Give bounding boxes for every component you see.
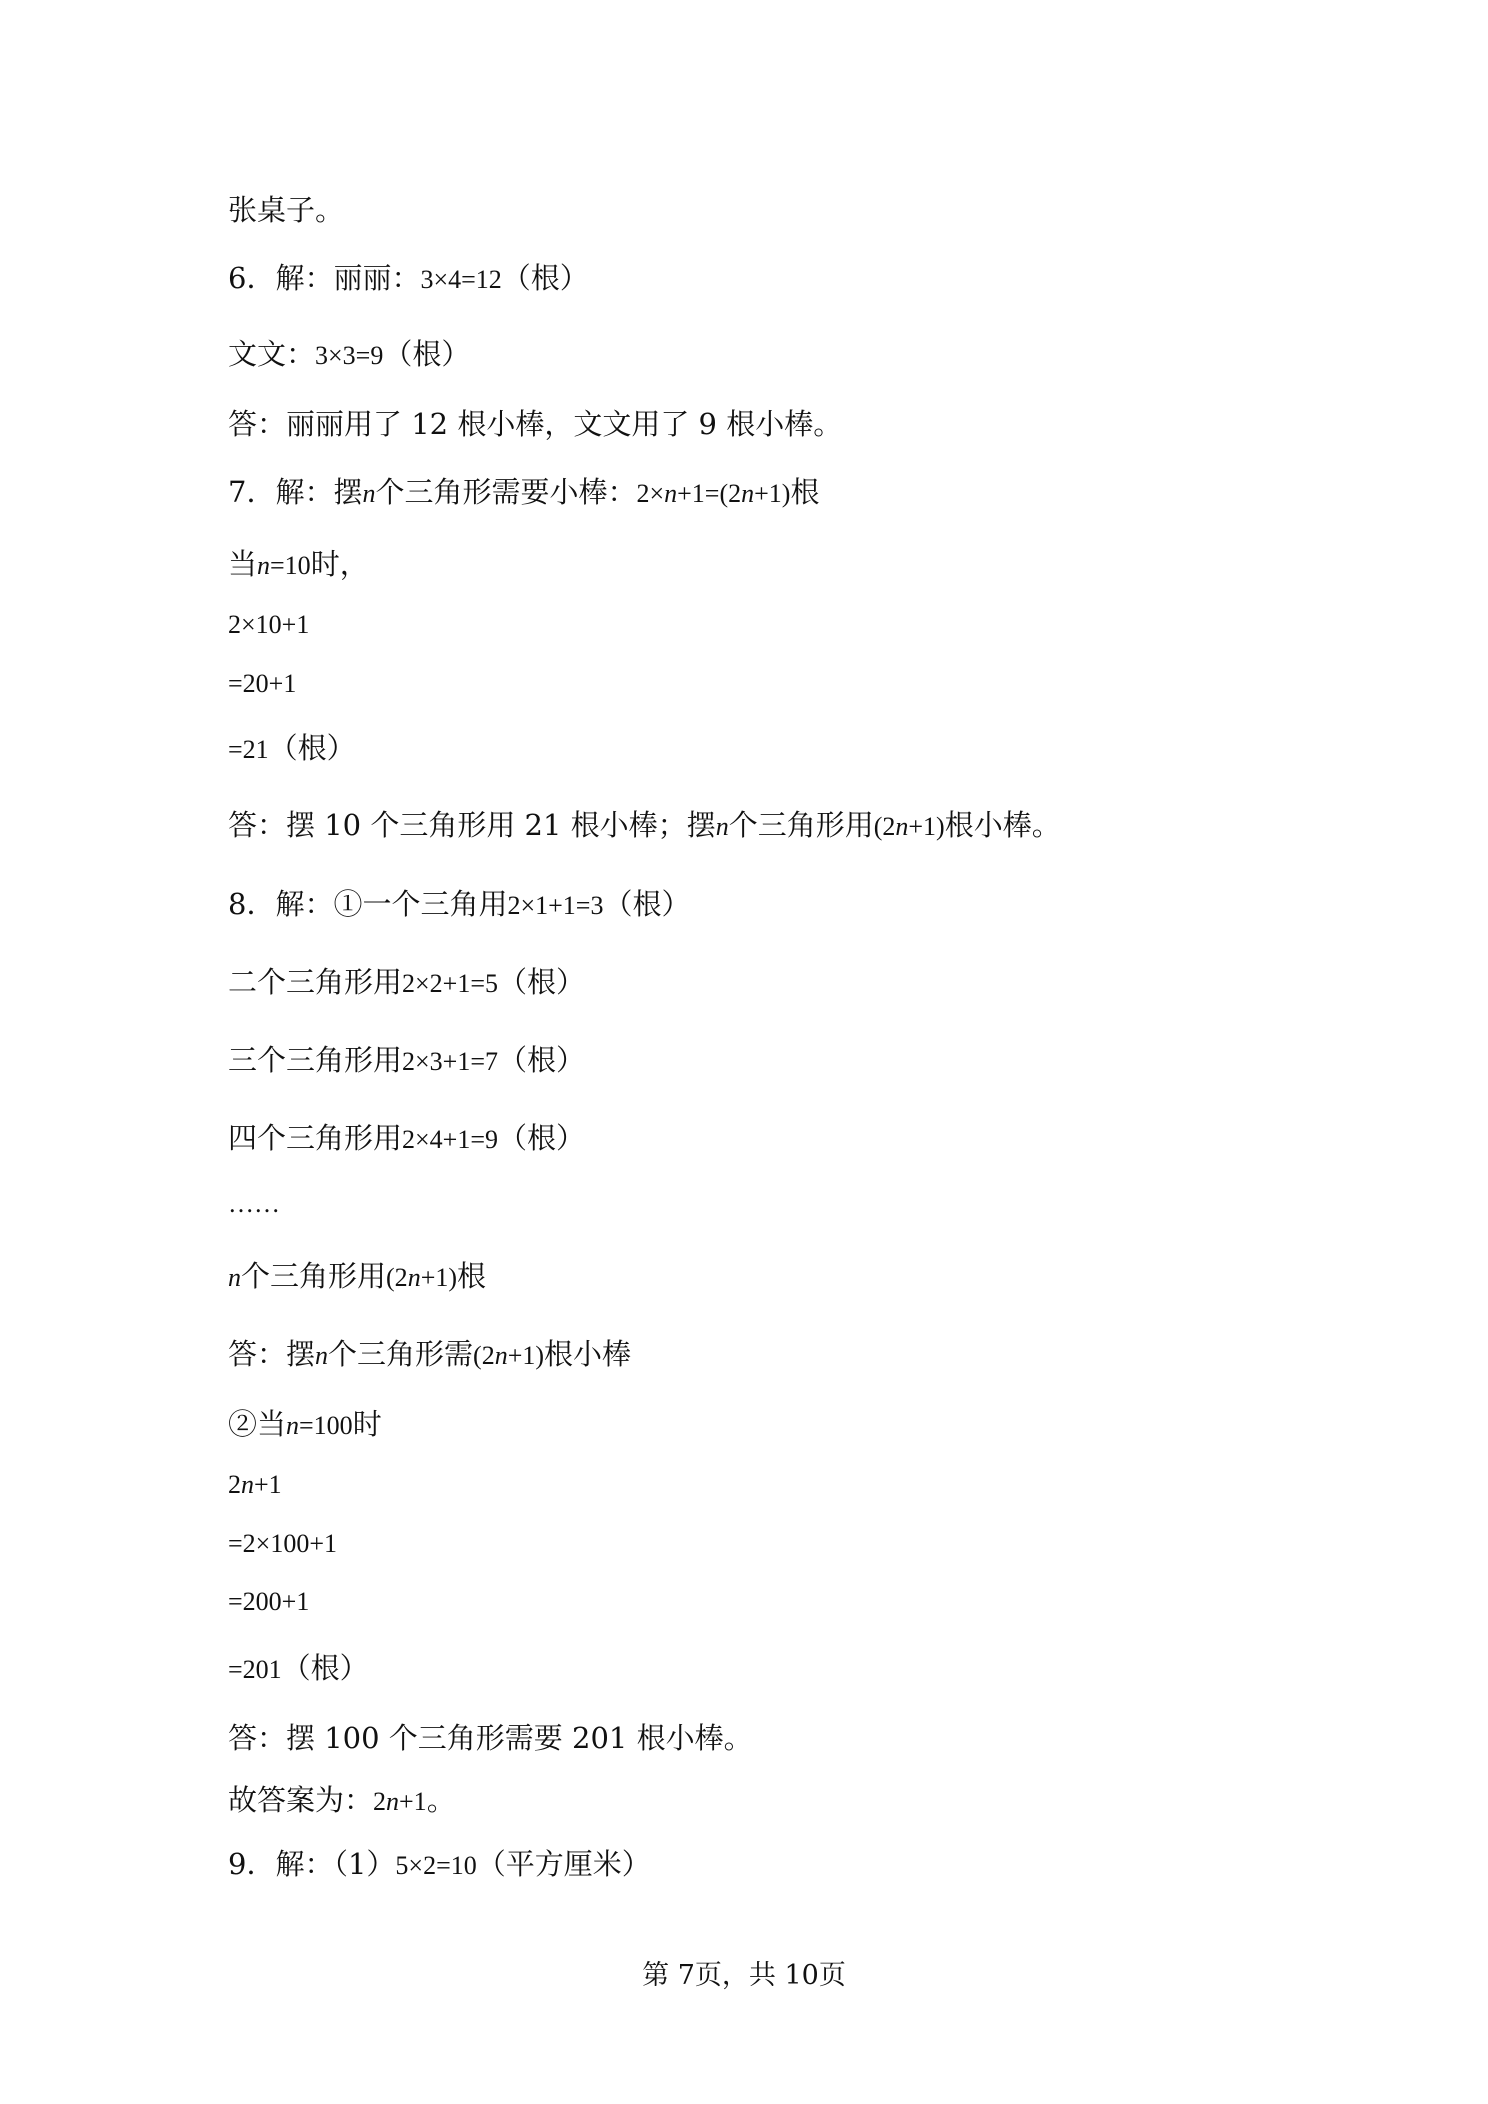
ellipsis-line: …… xyxy=(228,1189,280,1218)
solution-7-heading: 7．解：摆n个三角形需要小棒：2×n+1=(2n+1)根 xyxy=(228,475,820,509)
solution-9-heading: 9．解：（1）5×2=10（平方厘米） xyxy=(228,1847,651,1881)
text-line: 二个三角形用2×2+1=5（根） xyxy=(228,965,586,999)
answer-line: 故答案为：2n+1。 xyxy=(228,1783,456,1817)
equation-line: =201（根） xyxy=(228,1651,369,1685)
text-line: 当n=10时， xyxy=(228,547,369,581)
text-line: ②当n=100时 xyxy=(228,1407,382,1441)
text-line: 三个三角形用2×3+1=7（根） xyxy=(228,1043,586,1077)
answer-line: 答：摆 10 个三角形用 21 根小棒；摆n个三角形用(2n+1)根小棒。 xyxy=(228,808,1061,842)
answer-line: 答：丽丽用了 12 根小棒，文文用了 9 根小棒。 xyxy=(228,407,843,441)
text-line: 文文：3×3=9（根） xyxy=(228,337,471,371)
answer-line: 答：摆 100 个三角形需要 201 根小棒。 xyxy=(228,1721,753,1755)
equation-line: 2×10+1 xyxy=(228,610,310,639)
solution-6-heading: 6．解：丽丽：3×4=12（根） xyxy=(228,261,589,295)
equation-line: =200+1 xyxy=(228,1587,310,1616)
equation-line: =21（根） xyxy=(228,731,356,765)
answer-line: 答：摆n个三角形需(2n+1)根小棒 xyxy=(228,1337,632,1371)
text-line: 四个三角形用2×4+1=9（根） xyxy=(228,1121,586,1155)
text-line: n个三角形用(2n+1)根 xyxy=(228,1259,487,1293)
equation-line: =2×100+1 xyxy=(228,1529,337,1558)
solution-8-heading: 8．解：①一个三角用2×1+1=3（根） xyxy=(228,887,691,921)
text-line: 张桌子。 xyxy=(228,193,345,227)
page-footer: 第 7页，共 10页 xyxy=(642,1960,846,1991)
equation-line: 2n+1 xyxy=(228,1470,282,1499)
equation-line: =20+1 xyxy=(228,669,297,698)
